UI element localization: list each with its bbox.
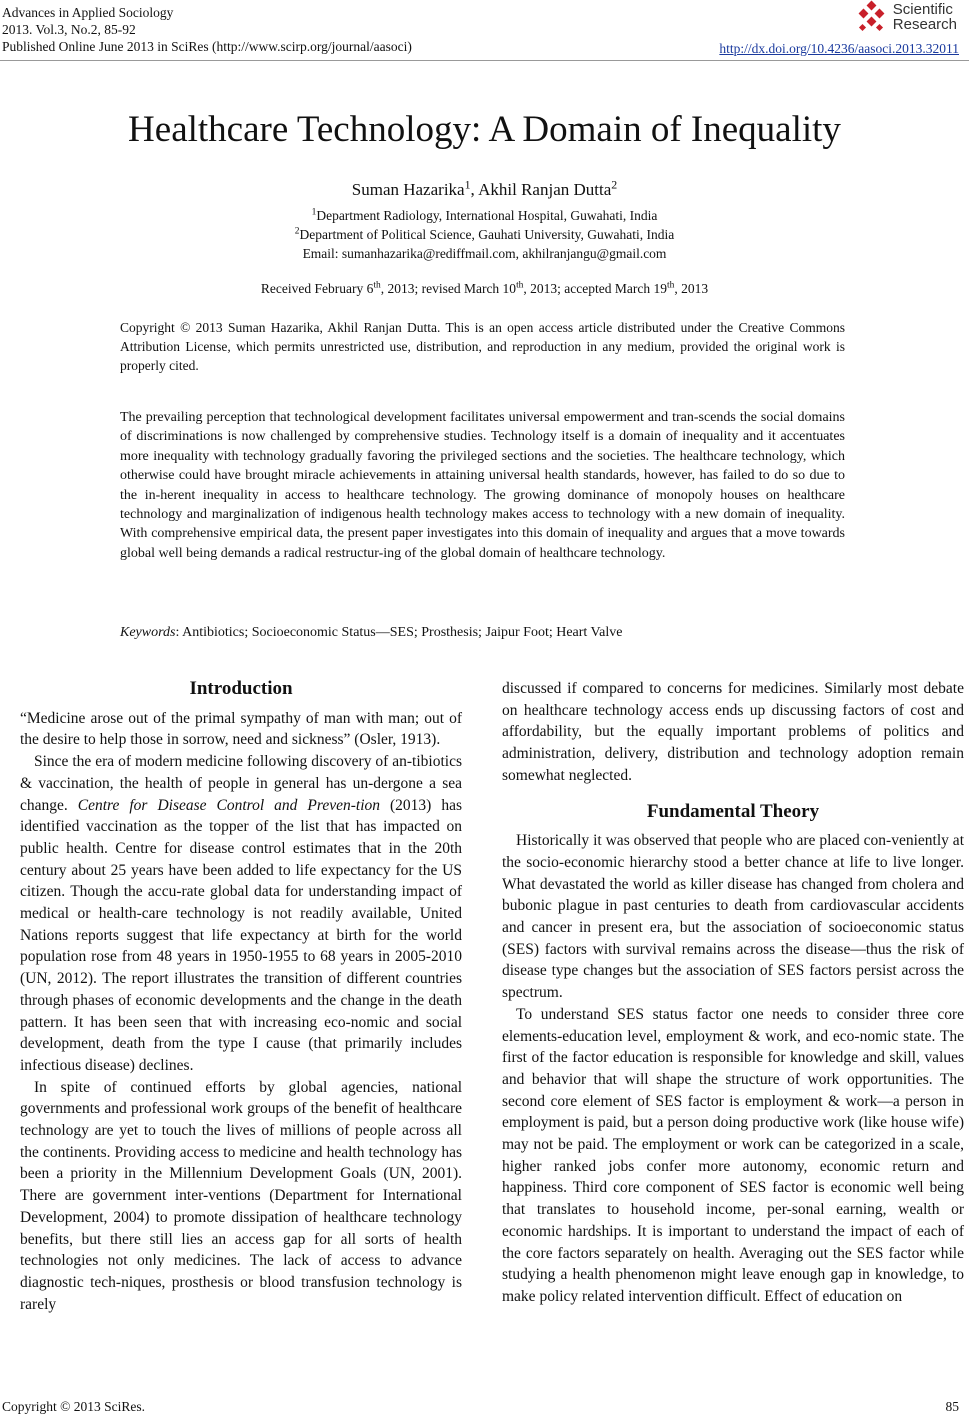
affiliations [0,206,969,263]
left-column [20,678,462,1315]
right-column [502,678,964,1308]
submission-dates: Received February 6th, 2013; revised March 10th, 2013; accepted March 19th, 2013 [260,280,709,296]
section-heading-introduction: Introduction [189,678,293,699]
journal-name: Advances in Applied Sociology [2,5,174,20]
author-2: Akhil Ranjan Dutta [478,180,612,199]
theory-paragraph-1: Historically it was observed that people who are placed con-veniently at the socio-economic hierarchy stood a better chance at life to live longer. What devastated the world as killer disease has changed from cholera and bubonic plague in past centuries to death from cardiovascular accidents and cancer in present era, but the association of socioeconomic status (SES) factors with survival remains across the disease—thus the risk of disease type changes but the association of SES factors persist across the spectrum. [502,832,964,1002]
logo-text-line1: Scientific [892,1,953,18]
volume-info: 2013. Vol.3, No.2, 85-92 [2,22,136,37]
logo-text-line2: Research [892,16,957,33]
theory-paragraph-2: To understand SES status factor one needs to consider three core elements-education level, employment & work, and eco-nomic state. The first of the factor education is responsible for knowledge and skill, values and behavior that will shape the structure of work opportunities. The second core element of SES factor is employment & work—a person in employment is paid, but a person doing productive work (like house wife) may not be paid. The employment or work can be categorized in a scale, higher ranked jobs confer more autonomy, economic return and happiness. Third core component of SES factor is economic well being that translates to household income, per-sonal earning, wealth or economic hardships. It is important to understand the impact of each of the core factors separately on health. Averaging out the SES factor while studying a health phenomenon might leave enough gap in knowledge, to make policy related intervention difficult. Effect of education on [502,1005,964,1305]
author-1-affil-mark: 1 [464,177,471,192]
copyright-notice: Copyright © 2013 Suman Hazarika, Akhil Ranjan Dutta. This is an open access article distributed under the Creative Commons Attribution License, which permits unrestricted use, distribution, and reproduction in any medium, provided the original work is properly cited. [120,320,845,373]
footer-copyright: Copyright © 2013 SciRes. [2,1399,146,1414]
page-number: 85 [945,1399,959,1414]
section-heading-fundamental-theory: Fundamental Theory [646,800,820,822]
header-divider [0,60,969,61]
keywords-text: : Antibiotics; Socioeconomic Status—SES; Prosthesis; Jaipur Foot; Heart Valve [175,625,623,640]
publication-info: Published Online June 2013 in SciRes (http://www.scirp.org/journal/aasoci) [2,39,412,54]
intro-paragraph-2: In spite of continued efforts by global agencies, national governments and professional work groups of the benefit of healthcare technology are yet to touch the lives of millions of people across all the continents. Providing access to medicine and health technology has been a priority in the Millennium Development Goals (UN, 2001). There are government inter-ventions (Department for International Development, 2004) to promote dissipation of healthcare technology benefits, but there still lies an access gap for all sorts of health technologies not only medicines. The lack of access to advance diagnostic tech-niques, prosthesis or blood transfusion technology is rarely [20,1078,462,1313]
keywords-label: Keywords [120,625,176,640]
intro-paragraph-continued: discussed if compared to concerns for medicines. Similarly most debate on healthcare technology access ends up discussing factors of cost and affordability, but the equally important problems of politics and administration, delivery, distribution and technology adoption remain somewhat neglected. [502,680,964,784]
doi-link[interactable]: http://dx.doi.org/10.4236/aasoci.2013.32011 [719,41,959,56]
running-header [2,4,412,55]
abstract: The prevailing perception that technological development facilitates universal empowerment and tran-scends the social domains of discriminations is now challenged by comprehensive studies. Technology itself is a domain of inequality and it accentuates more inequality with technology gradually favoring the privileged sections and the societies. The healthcare technology, which otherwise could have brought miracle achievements in attaining universal health standards, however, has failed to do so due to the in-herent inequality in access to healthcare technology. The growing dominance of monopoly houses on healthcare technology and marginalization of indigenous health technology makes access to technology with a new domain of inequality. With comprehensive empirical data, the present paper investigates into this domain of inequality and argues that a move towards global well being demands a radical restructur-ing of the global domain of healthcare technology. [120,410,845,561]
intro-paragraph-1: Since the era of modern medicine following discovery of an-tibiotics & vaccination, the health of people in general has un-dergone a sea change. Centre for Disease Control and Preven-tion (2013) has identified vaccination as the topper of the list that has impacted on public health. Centre for disease control estimates that in the 20th century about 25 years have been added to life expectancy for the US citizen. Though the accu-rate global data for understanding impact of medical or health-care technology is not readily available, United Nations reports suggest that life expectancy at birth for the world population rose from 48 years in 1950-1955 to 68 years in 2005-2010 (UN, 2012). The report illustrates the transition of different countries through phases of economic developments and the change in the death pattern. It has been seen that with increasing eco-nomic and social development, death from the type I cause (that primarily includes infectious disease) declines. [20,753,462,1074]
scirp-logo-icon [857,2,887,32]
paper-title: Healthcare Technology: A Domain of Inequality [128,109,841,150]
author-separator: , [470,180,479,199]
affiliation-1: $^1$Department Radiology, International Hospital, Guwahati, India [311,207,658,223]
author-2-affil-mark: 2 [611,177,618,192]
author-list [0,177,969,200]
author-1: Suman Hazarika [351,180,465,199]
publisher-logo [857,2,957,32]
keywords [120,625,845,641]
author-emails: Email: sumanhazarika@rediffmail.com, akhilranjangu@gmail.com [302,246,667,261]
affiliation-2: $^2$Department of Political Science, Gauhati University, Guwahati, India [294,226,675,242]
epigraph-quote: “Medicine arose out of the primal sympathy of man with man; out of the desire to help those in sorrow, need and sickness” (Osler, 1913). [20,709,462,749]
